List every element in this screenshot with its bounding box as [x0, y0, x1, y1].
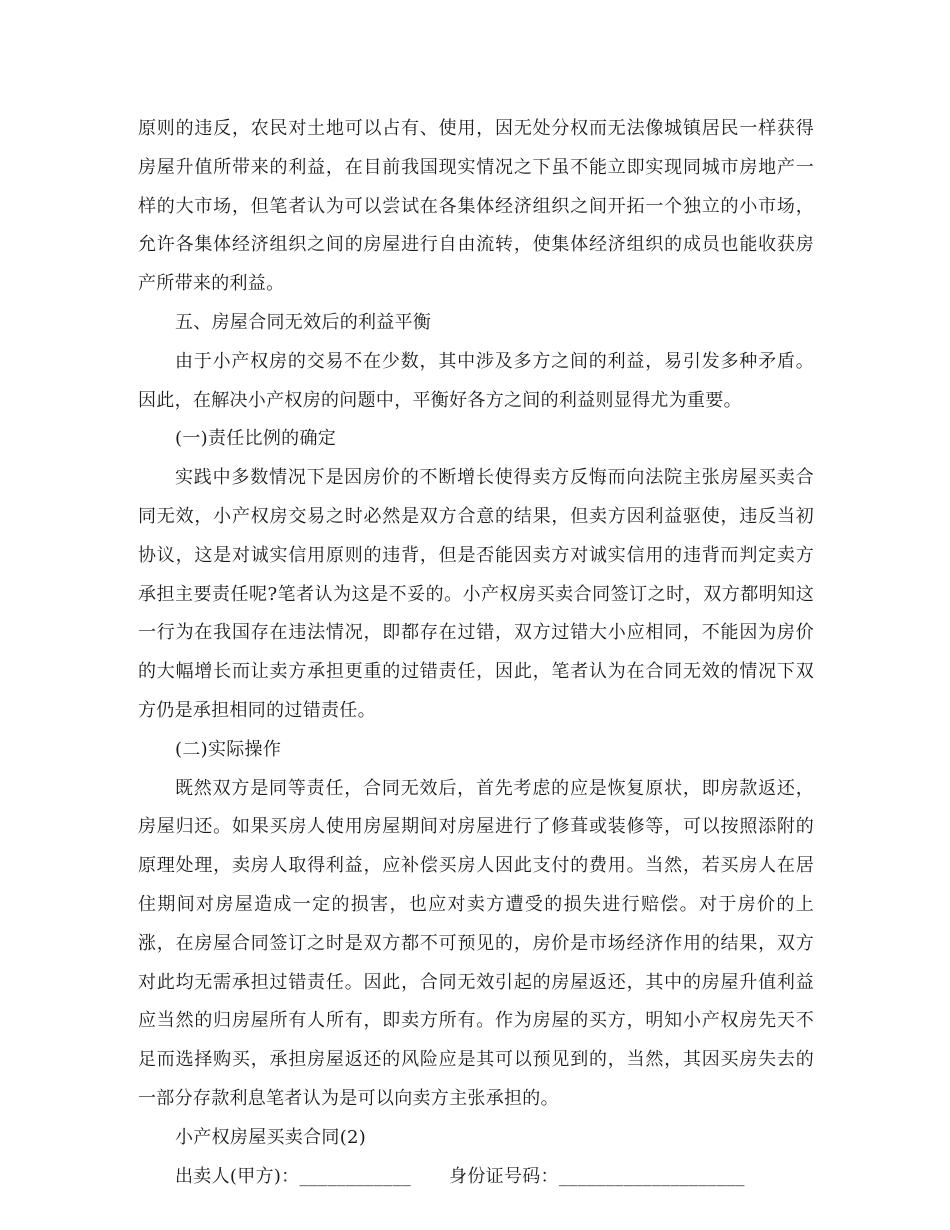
subheading-practical-operation: (二)实际操作 [175, 738, 282, 760]
id-number-label: 身份证号码：____________________ [449, 1165, 745, 1187]
paragraph-2: 由于小产权房的交易不在少数，其中涉及多方之间的利益，易引发多种矛盾。因此，在解决小产权房的问题中，平衡好各方之间的利益则显得尤为重要。 [138, 350, 814, 411]
paragraph-1: 原则的违反，农民对土地可以占有、使用，因无处分权而无法像城镇居民一样获得房屋升值所带来的利益，在目前我国现实情况之下虽不能立即实现同城市房地产一样的大市场，但笔者认为可以尝试在各集体经济组织之间开拓一个独立的小市场，允许各集体经济组织之间的房屋进行自由流转，使集体经济组织的成员也能收获房产所带来的利益。 [138, 118, 814, 295]
seller-form-line [138, 1158, 814, 1197]
contract-title: 小产权房屋买卖合同(2) [175, 1126, 367, 1148]
document-body [138, 110, 814, 1196]
seller-label: 出卖人(甲方)：____________ [175, 1165, 412, 1187]
subheading-responsibility-ratio: (一)责任比例的确定 [175, 428, 337, 450]
section-heading-5: 五、房屋合同无效后的利益平衡 [175, 311, 432, 333]
paragraph-4: 既然双方是同等责任，合同无效后，首先考虑的应是恢复原状，即房款返还，房屋归还。如果买房人使用房屋期间对房屋进行了修葺或装修等，可以按照添附的原理处理，卖房人取得利益，应补偿买房人因此支付的费用。当然，若买房人在居住期间对房屋造成一定的损害，也应对卖方遭受的损失进行赔偿。对于房价的上涨，在房屋合同签订之时是双方都不可预见的，房价是市场经济作用的结果，双方对此均无需承担过错责任。因此，合同无效引起的房屋返还，其中的房屋升值利益应当然的归房屋所有人所有，即卖方所有。作为房屋的买方，明知小产权房先天不足而选择购买，承担房屋返还的风险应是其可以预见到的，当然，其因买房失去的一部分存款利息笔者认为是可以向卖方主张承担的。 [138, 777, 814, 1109]
paragraph-3: 实践中多数情况下是因房价的不断增长使得卖方反悔而向法院主张房屋买卖合同无效，小产权房交易之时必然是双方合意的结果，但卖方因利益驱使，违反当初协议，这是对诚实信用原则的违背，但是否能因卖方对诚实信用的违背而判定卖方承担主要责任呢?笔者认为这是不妥的。小产权房买卖合同签订之时，双方都明知这一行为在我国存在违法情况，即都存在过错，双方过错大小应相同，不能因为房价的大幅增长而让卖方承担更重的过错责任，因此，笔者认为在合同无效的情况下双方仍是承担相同的过错责任。 [138, 467, 814, 721]
